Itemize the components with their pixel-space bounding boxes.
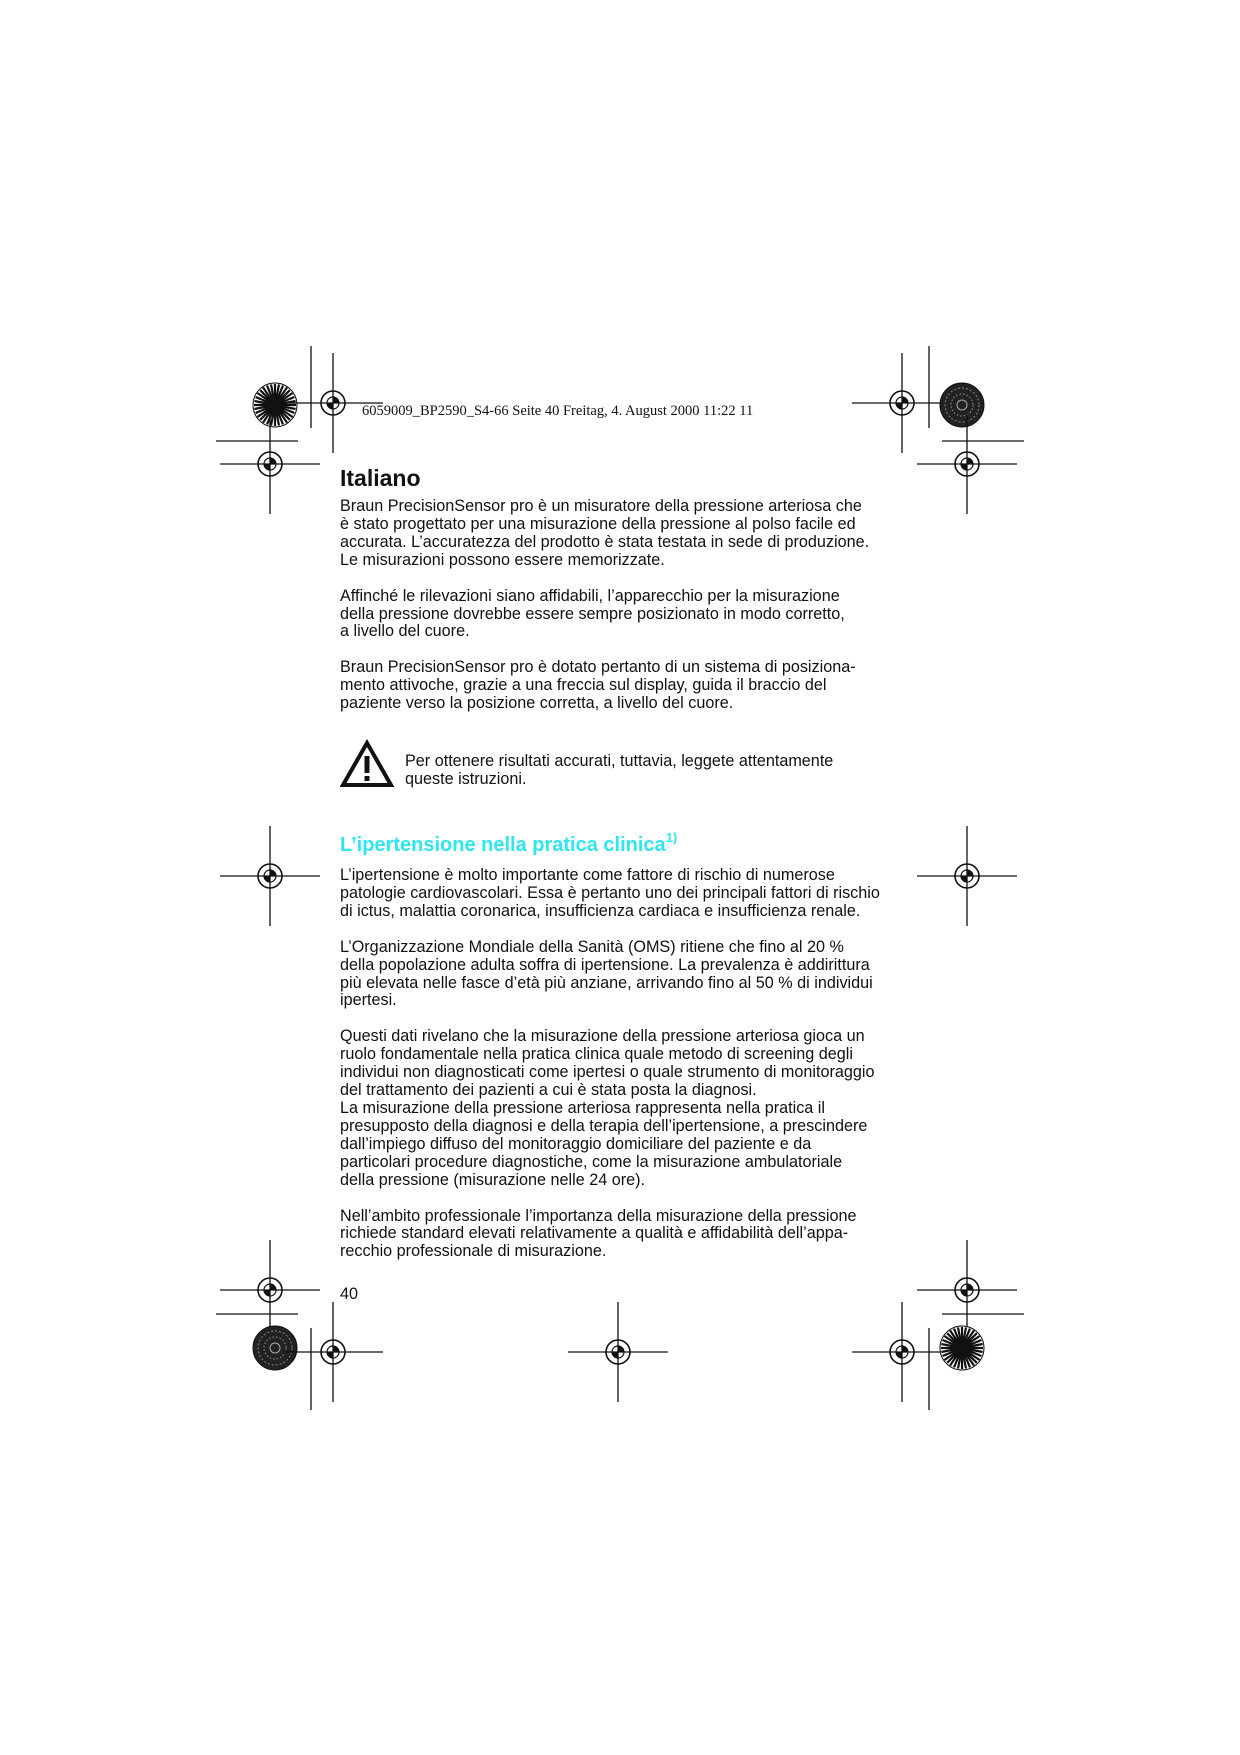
warning-triangle-icon: [340, 739, 394, 789]
warning-note: [340, 739, 910, 791]
section-paragraph-3: Questi dati rivelano che la misurazione della pressione arteriosa gioca un ruolo fondamentale nella pratica clinica quale metodo di screening degli individui non diagnosticati come ipertesi o quale strumento di monitoraggio del trattamento dei pazienti a cui è stata posta la diagnosi. La misurazione della pressione arteriosa rappresenta nella pratica il presupposto della diagnosi e della terapia dell’ipertensione, a prescindere dall’impiego diffuso del monitoraggio domiciliare del paziente e da particolari procedure diagnostiche, come la misurazione ambulatoriale della pressione (misurazione nelle 24 ore).: [340, 1027, 875, 1189]
page-number: 40: [340, 1285, 359, 1303]
intro-paragraph-2: Affinché le rilevazioni siano affidabili, l’apparecchio per la misurazione della pressione dovrebbe essere sempre posizionato in modo corretto, a livello del cuore.: [340, 586, 845, 641]
section-paragraph-4: Nell’ambito professionale l’importanza della misurazione della pressione richiede standard elevati relativamente a qualità e affidabilità dell’appa- recchio professionale di misurazione.: [340, 1206, 857, 1261]
warning-text: Per ottenere risultati accurati, tuttavia, leggete attentamente queste istruzioni.: [405, 752, 834, 788]
intro-paragraph-1: Braun PrecisionSensor pro è un misuratore della pressione arteriosa che è stato progettato per una misurazione della pressione al polso facile ed accurata. L’accuratezza del prodotto è stata testata in sede di produzione. Le misurazioni possono essere memorizzate.: [340, 497, 870, 569]
section-heading-footnote: 1): [665, 830, 678, 845]
section-paragraph-2: L’Organizzazione Mondiale della Sanità (OMS) ritiene che fino al 20 % della popolazione adulta soffra di ipertensione. La prevalenza è addirittura più elevata nelle fasce d’età più anziane, arrivando fino al 50 % di individui ipertesi.: [340, 937, 873, 1010]
section-heading: [340, 832, 910, 858]
section-heading-text: L’ipertensione nella pratica clinica: [340, 834, 666, 856]
page-title: Italiano: [340, 465, 421, 491]
hypertension-section: [340, 832, 910, 1261]
print-slug-line: 6059009_BP2590_S4-66 Seite 40 Freitag, 4. August 2000 11:22 11: [362, 403, 754, 419]
intro-paragraph-3: Braun PrecisionSensor pro è dotato pertanto di un sistema di posiziona- mento attivoche, grazie a una freccia sul display, guida il braccio del paziente verso la posizione corretta, a livello del cuore.: [340, 658, 856, 713]
section-paragraph-1: L’ipertensione è molto importante come fattore di rischio di numerose patologie cardiovascolari. Essa è pertanto uno dei principali fattori di rischio di ictus, malattia coronarica, insufficienza cardiaca e insufficienza renale.: [340, 866, 880, 920]
page-content: [340, 462, 910, 713]
